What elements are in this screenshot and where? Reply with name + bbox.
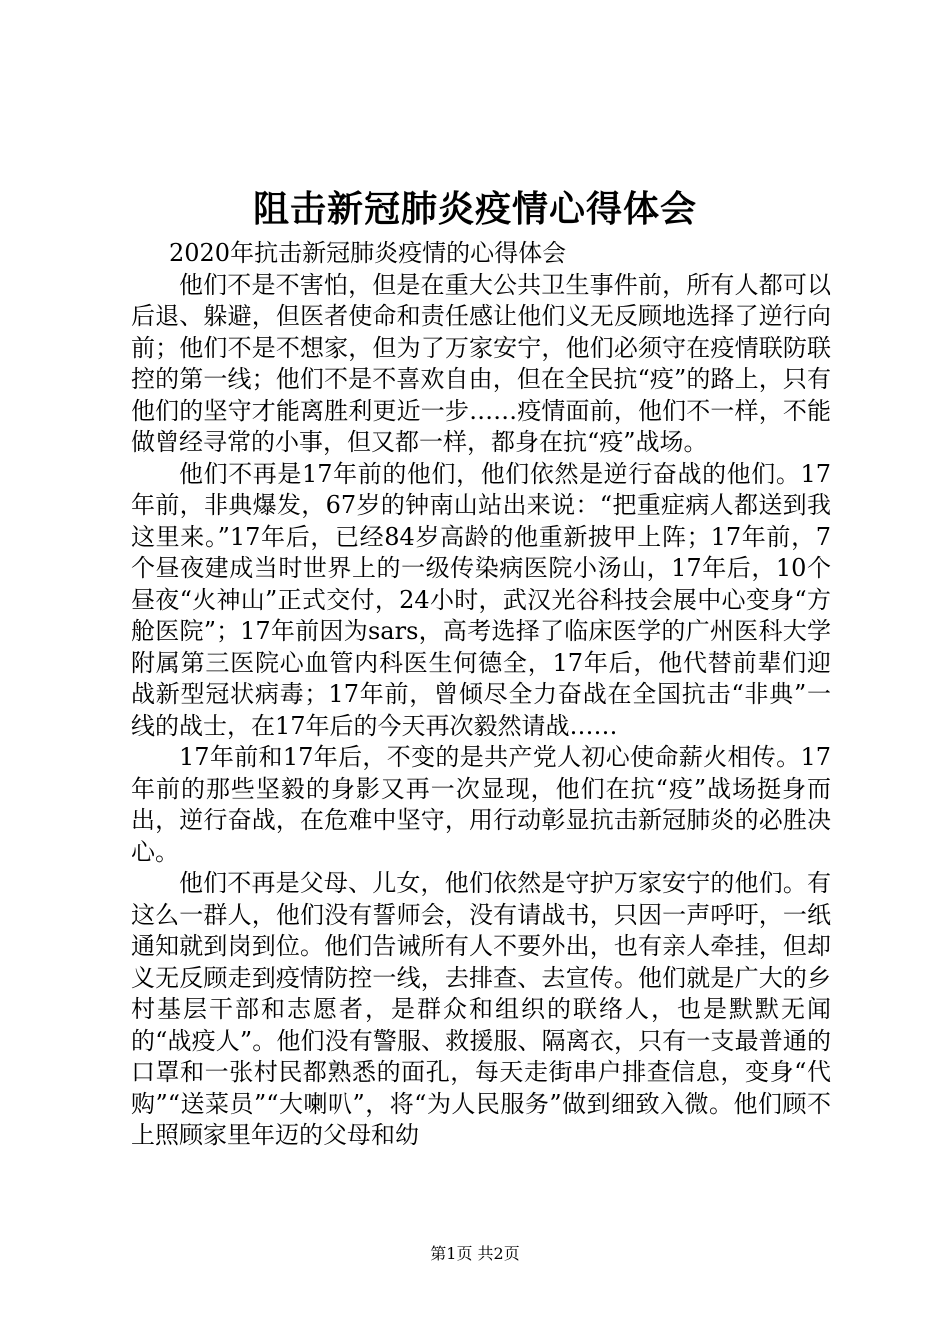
paragraph: 他们不再是17年前的他们，他们依然是逆行奋战的他们。17年前，非典爆发，67岁的钟南山站出来说：“把重症病人都送到我这里来。”17年后，已经84岁高龄的他重新披甲上阵；17年前，7个昼夜建成当时世界上的一级传染病医院小汤山，17年后，10个昼夜“火神山”正式交付，24小时，武汉光谷科技会展中心变身“方舱医院”；17年前因为sars，高考选择了临床医学的广州医科大学附属第三医院心血管内科医生何德全，17年后，他代替前辈们迎战新型冠状病毒；17年前，曾倾尽全力奋战在全国抗击“非典”一线的战士，在17年后的今天再次毅然请战…… [131, 459, 831, 740]
page-footer: 第1页 共2页 [430, 1244, 520, 1263]
paragraph: 他们不是不害怕，但是在重大公共卫生事件前，所有人都可以后退、躲避，但医者使命和责任感让他们义无反顾地选择了逆行向前；他们不是不想家，但为了万家安宁，他们必须守在疫情联防联控的第一线；他们不是不喜欢自由，但在全民抗“疫”的路上，只有他们的坚守才能离胜利更近一步……疫情面前，他们不一样，不能做曾经寻常的小事，但又都一样，都身在抗“疫”战场。 [131, 270, 831, 456]
paragraph: 17年前和17年后，不变的是共产党人初心使命薪火相传。17年前的那些坚毅的身影又再一次显现，他们在抗“疫”战场挺身而出，逆行奋战，在危难中坚守，用行动彰显抗击新冠肺炎的必胜决心。 [131, 743, 831, 866]
document-subtitle: 2020年抗击新冠肺炎疫情的心得体会 [169, 239, 567, 267]
document-title: 阻击新冠肺炎疫情心得体会 [252, 188, 697, 230]
document-body [131, 238, 831, 1152]
paragraph: 他们不再是父母、儿女，他们依然是守护万家安宁的他们。有这么一群人，他们没有誓师会，没有请战书，只因一声呼吁，一纸通知就到岗到位。他们告诫所有人不要外出，也有亲人牵挂，但却义无反顾走到疫情防控一线，去排查、去宣传。他们就是广大的乡村基层干部和志愿者，是群众和组织的联络人，也是默默无闻的“战疫人”。他们没有警服、救援服、隔离衣，只有一支最普通的口罩和一张村民都熟悉的面孔，每天走街串户排查信息，变身“代购”“送菜员”“大喇叭”，将“为人民服务”做到细致入微。他们顾不上照顾家里年迈的父母和幼 [131, 869, 831, 1149]
